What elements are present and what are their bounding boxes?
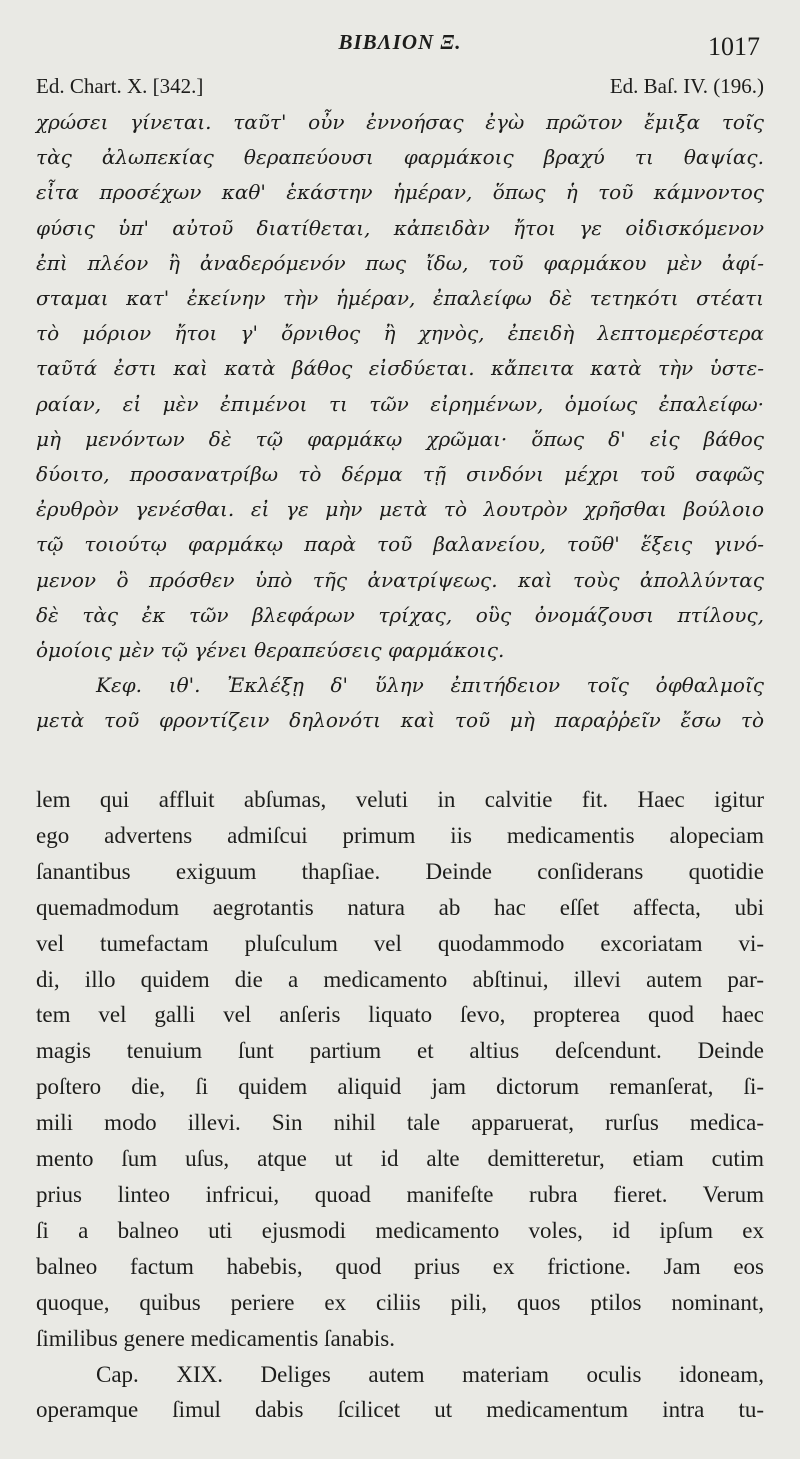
greek-line: δύοιτο, προσανατρίβω τὸ δέρμα τῇ σινδόνι μέχρι τοῦ σαφῶς [36,462,764,487]
greek-line: τὸ μόριον ἤτοι γ' ὄρνιθος ἢ χηνὸς, ἐπειδὴ λεπτομερέστερα [36,321,764,346]
greek-line: ἐπὶ πλέον ἢ ἀναδερόμενόν πως ἴδω, τοῦ φαρμάκου μὲν ἀφί- [36,250,764,275]
latin-line: operamque ſimul dabis ſcilicet ut medicamentum intra tu- [36,1397,764,1423]
greek-line: ραίαν, εἰ μὲν ἐπιμένοι τι τῶν εἰρημένων, ὁμοίως ἐπαλείφω· [36,391,764,416]
latin-line: di, illo quidem die a medicamento abſtinui, illevi autem par- [36,966,764,992]
latin-line: poſtero die, ſi quidem aliquid jam dictorum remanſerat, ſi- [36,1074,764,1100]
greek-line: ταῦτά ἐστι καὶ κατὰ βάθος εἰσδύεται. κἄπειτα κατὰ τὴν ὑστε- [36,356,764,381]
page-number: 1017 [708,32,760,61]
greek-line: φύσις ὑπ' αὐτοῦ διατίθεται, κἀπειδὰν ἤτοι γε οἰδισκόμενον [36,215,764,240]
greek-line: ὁμοίοις μὲν τῷ γένει θεραπεύσεις φαρμάκοις. [36,638,505,663]
latin-line: mento ſum uſus, atque ut id alte demitteretur, etiam cutim [36,1146,764,1172]
edition-references [36,74,764,104]
latin-line: balneo factum habebis, quod prius ex frictione. Jam eos [36,1253,764,1279]
greek-line: χρώσει γίνεται. ταῦτ' οὖν ἐννοήσας ἐγὼ πρῶτον ἔμιξα τοῖς [36,110,764,134]
latin-line: magis tenuium ſunt partium et altius deſcendunt. Deinde [36,1038,764,1064]
edition-basel-ref: Ed. Baſ. IV. (196.) [609,74,764,98]
latin-line: tem vel galli vel anſeris liquato ſevo, propterea quod haec [36,1002,764,1028]
latin-line: ego advertens admiſcui primum iis medicamentis alopeciam [36,822,764,848]
greek-chapter-heading-line: Κεφ. ιθ'. Ἐκλέξῃ δ' ὕλην ἐπιτήδειον τοῖς ὀφθαλμοῖς [96,673,764,698]
latin-line: prius linteo infricui, quoad manifeſte rubra fieret. Verum [36,1181,764,1207]
book-title: BIBΛΙΟΝ Ξ. [338,30,462,54]
greek-line: εἶτα προσέχων καθ' ἑκάστην ἡμέραν, ὅπως ἡ τοῦ κάμνοντος [36,180,764,205]
latin-line: quemadmodum aegrotantis natura ab hac eſſet affecta, ubi [36,894,764,920]
greek-line: σταμαι κατ' ἐκείνην τὴν ἡμέραν, ἐπαλείφω δὲ τετηκότι στέατι [36,286,764,311]
latin-chapter-heading-line: Cap. XIX. Deliges autem materiam oculis idoneam, [96,1361,764,1387]
latin-line: ſanantibus exiguum thapſiae. Deinde conſiderans quotidie [36,858,764,884]
greek-line: τὰς ἀλωπεκίας θεραπεύουσι φαρμάκοις βραχύ τι θαψίας. [36,145,764,170]
greek-line: μενον ὃ πρόσθεν ὑπὸ τῆς ἀνατρίψεως. καὶ τοὺς ἀπολλύντας [36,567,764,592]
latin-line: ſi a balneo uti ejusmodi medicamento voles, id ipſum ex [36,1217,764,1243]
latin-line: ſimilibus genere medicamentis ſanabis. [36,1325,395,1351]
latin-text-block [36,782,764,1428]
latin-line: quoque, quibus periere ex ciliis pili, quos ptilos nominant, [36,1289,764,1315]
latin-line: mili modo illevi. Sin nihil tale apparuerat, rurſus medica- [36,1110,764,1136]
greek-line: μετὰ τοῦ φροντίζειν δηλονότι καὶ τοῦ μὴ παραῤῥεῖν ἔσω τὸ [36,708,764,733]
greek-line: μὴ μενόντων δὲ τῷ φαρμάκῳ χρῶμαι· ὅπως δ' εἰς βάθος [36,426,764,451]
latin-line: lem qui affluit abſumas, veluti in calvitie fit. Haec igitur [36,787,764,812]
greek-line: δὲ τὰς ἐκ τῶν βλεφάρων τρίχας, οὓς ὀνομάζουσι πτίλους, [36,602,764,627]
edition-chartier-ref: Ed. Chart. X. [342.] [36,74,204,98]
latin-line: vel tumefactam pluſculum vel quodammodo excoriatam vi- [36,930,764,956]
greek-text-block [36,105,764,739]
running-head [0,22,800,62]
greek-line: ἐρυθρὸν γενέσθαι. εἰ γε μὴν μετὰ τὸ λουτρὸν χρῆσθαι βούλοιο [36,497,764,522]
greek-line: τῷ τοιούτῳ φαρμάκῳ παρὰ τοῦ βαλανείου, τοῦθ' ἕξεις γινό- [36,532,764,557]
